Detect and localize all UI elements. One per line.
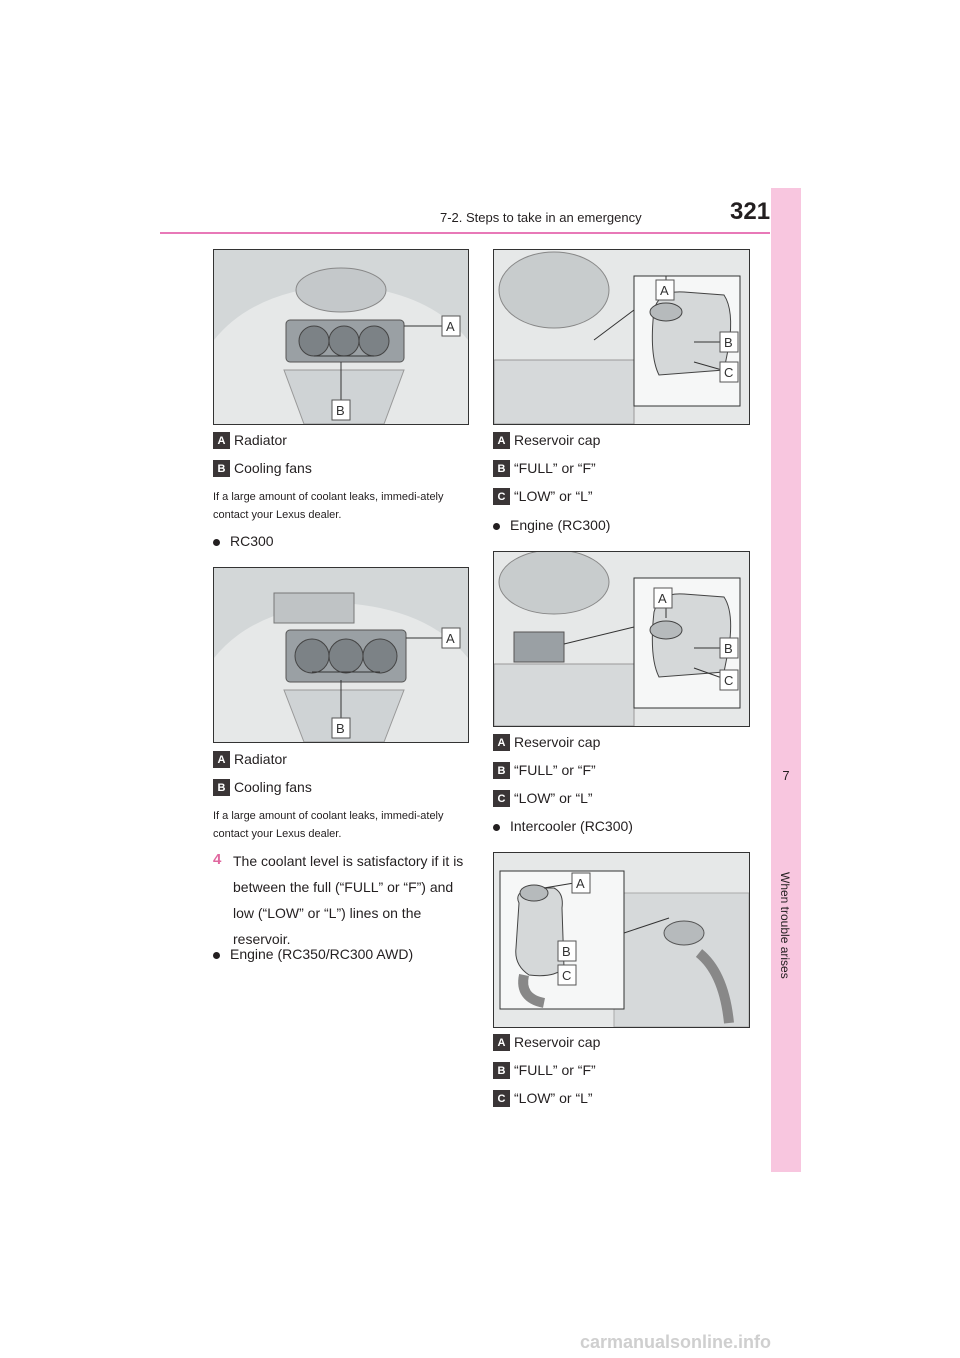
item-reservoir-cap: Reservoir cap [514, 432, 601, 448]
callout-a: A [658, 591, 667, 606]
page-number: 321 [730, 198, 771, 225]
badge-b: B [493, 762, 510, 779]
item-cooling-fans: Cooling fans [234, 779, 312, 795]
reservoir-figure-intercooler [493, 852, 750, 1028]
badge-a: A [493, 1034, 510, 1051]
bullet-rc300: RC300 [213, 533, 274, 549]
radiator-figure [213, 249, 469, 425]
item-reservoir-cap: Reservoir cap [514, 1034, 601, 1050]
section-title: 7-2. Steps to take in an emergency [440, 210, 642, 225]
badge-b: B [493, 1062, 510, 1079]
callout-a: A [660, 283, 669, 298]
step-number: 4 [213, 851, 222, 868]
item-radiator: Radiator [234, 432, 287, 448]
callout-b: B [724, 641, 733, 656]
badge-c: C [493, 790, 510, 807]
item-low-line: “LOW” or “L” [514, 488, 593, 504]
item-low-line: “LOW” or “L” [514, 1090, 593, 1106]
bullet-engine-rc350: Engine (RC350/RC300 AWD) [213, 946, 413, 962]
chapter-side-tab [771, 188, 801, 1172]
badge-b: B [213, 460, 230, 477]
item-low-line: “LOW” or “L” [514, 790, 593, 806]
callout-c: C [562, 968, 572, 983]
item-full-line: “FULL” or “F” [514, 1062, 596, 1078]
badge-b: B [213, 779, 230, 796]
callout-c: C [724, 673, 734, 688]
chapter-number: 7 [782, 768, 790, 783]
callout-c: C [724, 365, 734, 380]
callout-b: B [336, 403, 345, 418]
callout-b: B [336, 721, 345, 736]
reservoir-figure-rc300 [493, 551, 750, 727]
bullet-engine-rc300: Engine (RC300) [493, 517, 610, 533]
item-cooling-fans: Cooling fans [234, 460, 312, 476]
callout-b: B [562, 944, 571, 959]
chapter-label: When trouble arises [778, 872, 792, 979]
item-reservoir-cap: Reservoir cap [514, 734, 601, 750]
item-full-line: “FULL” or “F” [514, 460, 596, 476]
badge-a: A [493, 432, 510, 449]
badge-c: C [493, 488, 510, 505]
reservoir-figure-rc350 [493, 249, 750, 425]
bullet-intercooler: Intercooler (RC300) [493, 818, 633, 834]
badge-b: B [493, 460, 510, 477]
badge-a: A [493, 734, 510, 751]
callout-b: B [724, 335, 733, 350]
callout-a: A [446, 631, 455, 646]
badge-a: A [213, 751, 230, 768]
coolant-leak-note: If a large amount of coolant leaks, immedi-ately contact your Lexus dealer. [213, 810, 444, 840]
badge-a: A [213, 432, 230, 449]
step-text: The coolant level is satisfactory if it is between the full (“FULL” or “F”) and low (“LOW” or “L”) lines on the reservoir. [233, 853, 464, 947]
item-radiator: Radiator [234, 751, 287, 767]
header-rule [160, 232, 770, 234]
item-full-line: “FULL” or “F” [514, 762, 596, 778]
callout-a: A [446, 319, 455, 334]
callout-a: A [576, 876, 585, 891]
watermark: carmanualsonline.info [580, 1332, 772, 1352]
badge-c: C [493, 1090, 510, 1107]
coolant-leak-note: If a large amount of coolant leaks, immedi-ately contact your Lexus dealer. [213, 491, 444, 521]
radiator-figure-rc300 [213, 567, 469, 743]
